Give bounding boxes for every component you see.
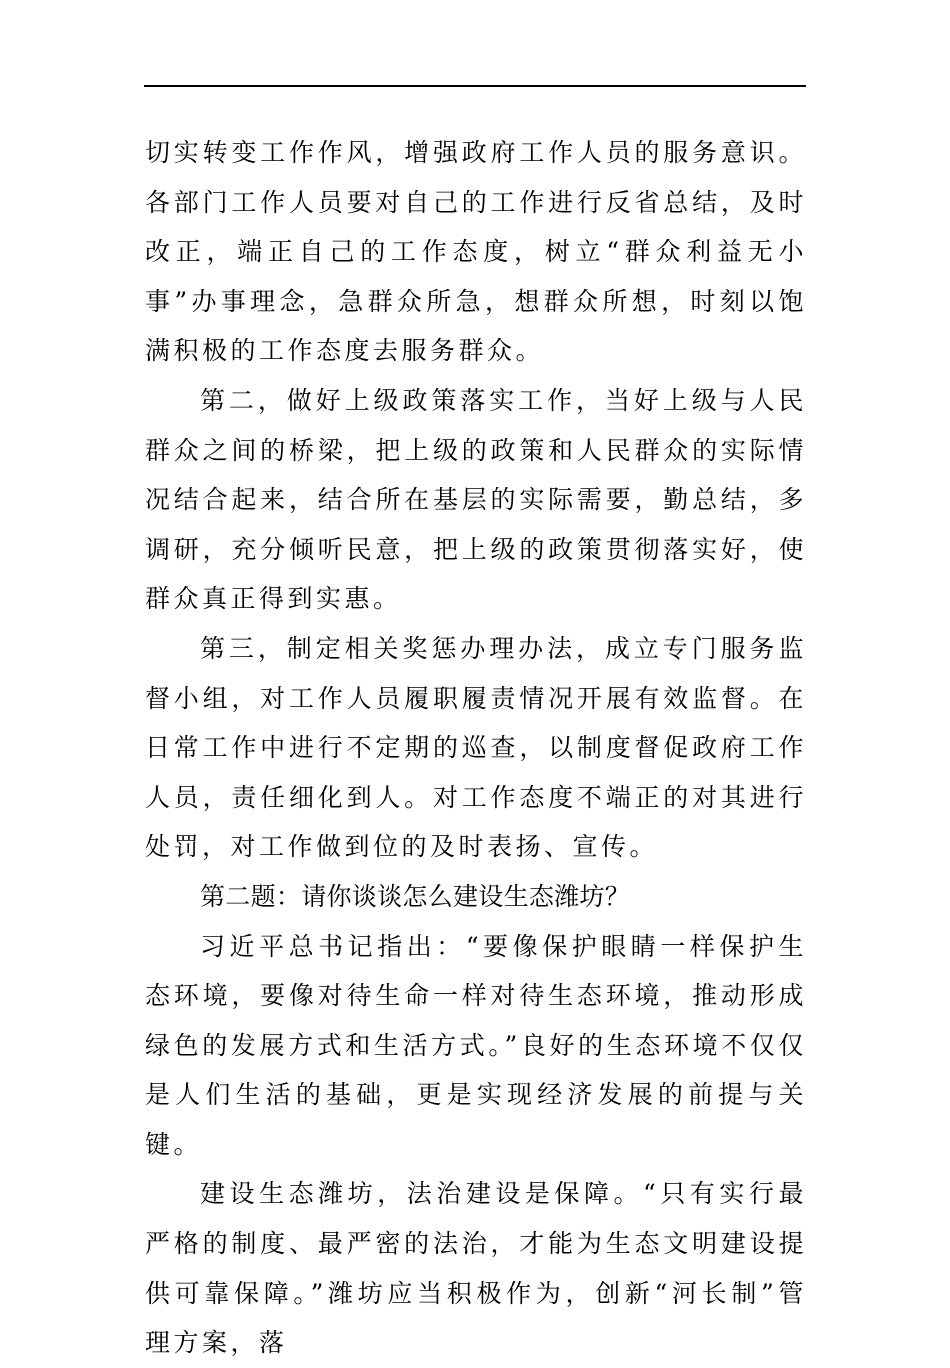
question-heading: 第二题：请你谈谈怎么建设生态潍坊？ [200,881,631,911]
paragraph-quote-intro: 习近平总书记指出：“要像保护眼睛一样保护生态环境，要像对待生命一样对待生态环境，推动形成绿色的发展方式和生活方式。”良好的生态环境不仅仅是人们生活的基础，更是实现经济发展的前提与关键。 [145,931,807,1159]
body-text [145,128,807,1368]
paragraph-second-point: 第二，做好上级政策落实工作，当好上级与人民群众之间的桥梁，把上级的政策和人民群众的实际情况结合起来，结合所在基层的实际需要，勤总结，多调研，充分倾听民意，把上级的政策贯彻落实好，使群众真正得到实惠。 [145,385,807,614]
paragraph-continuation: 切实转变工作作风，增强政府工作人员的服务意识。各部门工作人员要对自己的工作进行反省总结，及时改正，端正自己的工作态度，树立“群众利益无小事”办事理念，急群众所急，想群众所想，时刻以饱满积极的工作态度去服务群众。 [145,138,807,366]
header-rule [144,85,806,87]
paragraph-third-point: 第三，制定相关奖惩办理办法，成立专门服务监督小组，对工作人员履职履责情况开展有效监督。在日常工作中进行不定期的巡查，以制度督促政府工作人员，责任细化到人。对工作态度不端正的对其进行处罚，对工作做到位的及时表扬、宣传。 [145,633,807,862]
paragraph-rule-of-law: 建设生态潍坊，法治建设是保障。“只有实行最严格的制度、最严密的法治，才能为生态文明建设提供可靠保障。”潍坊应当积极作为，创新“河长制”管理方案，落 [145,1179,807,1358]
